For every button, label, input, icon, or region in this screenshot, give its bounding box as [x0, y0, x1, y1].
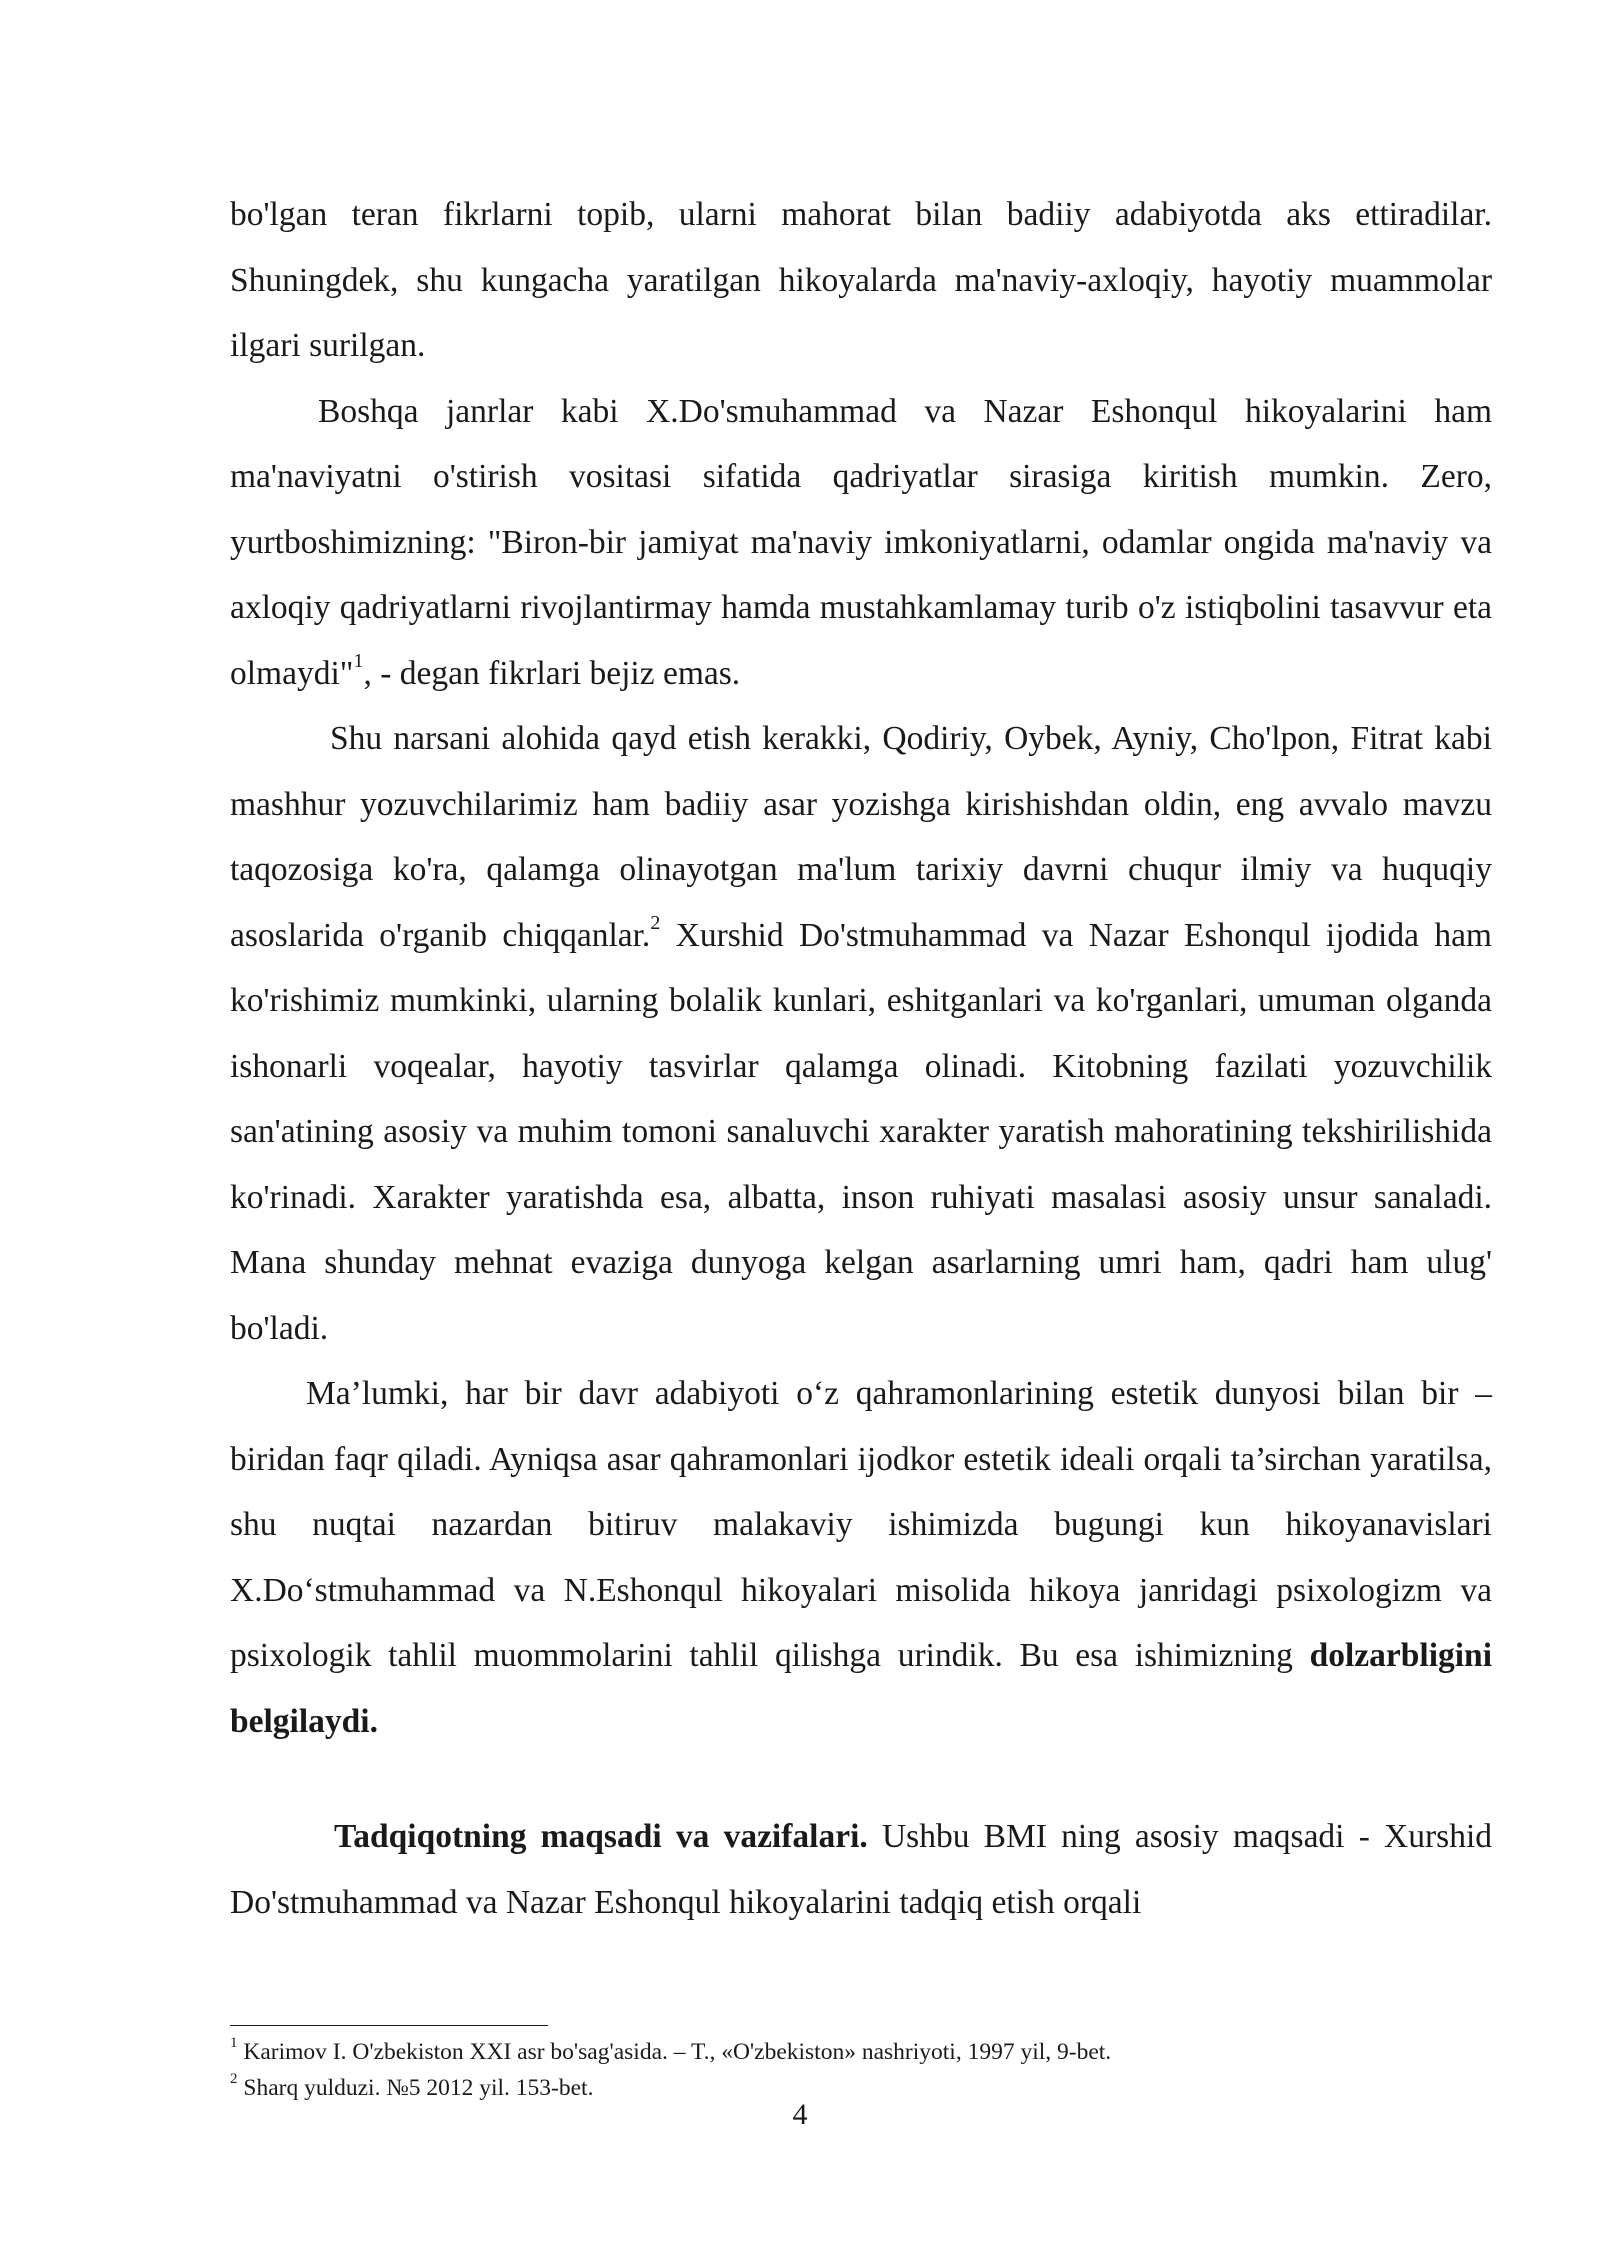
paragraph-2-text: Boshqa janrlar kabi X.Do'smuhammad va Nazar Eshonqul hikoyalarini ham ma'naviyatni o'stirish vositasi sifatida qadriyatlar sirasiga kiritish mumkin. Zero, yurtboshimizning: "Biron-bir jamiyat ma'naviy imkoniyatlarni, odamlar ongida ma'naviy va axloqiy qadriyatlarni rivojlantirmay hamda mustahkamlamay turib o'z istiqbolini tasavvur eta olmaydi" [230, 392, 1492, 692]
paragraph-4 [230, 1361, 1492, 1754]
section-heading-inline: Tadqiqotning maqsadi va vazifalari. [334, 1818, 868, 1855]
paragraph-3-text: Shu narsani alohida qayd etish kerakki, Qodiriy, Oybek, Ayniy, Cho'lpon, Fitrat kabi mashhur yozuvchilarimiz ham badiiy asar yozishga kirishishdan oldin, eng avvalo mavzu taqozosiga ko'ra, qalamga olinayotgan ma'lum tarixiy davrni chuqur ilmiy va huquqiy asoslarida o'rganib chiqqanlar. [230, 720, 1492, 954]
footnote-mark-1: 1 [230, 2035, 238, 2052]
page-number: 4 [792, 2098, 808, 2131]
paragraph-2 [230, 379, 1492, 707]
paragraph-5 [230, 1804, 1492, 1935]
paragraph-5-text: Ushbu BMI ning asosiy maqsadi - Xurshid Do'stmuhammad va Nazar Eshonqul hikoyalarini tadqiq etish orqali [230, 1818, 1492, 1921]
footnotes [230, 2034, 1492, 2106]
paragraph-4-bold: dolzarbligini belgilaydi. [230, 1637, 1492, 1740]
paragraph-gap [230, 1754, 1492, 1804]
footnote-text-1: Karimov I. O'zbekiston XXI asr bo'sag'asida. – T., «O'zbekiston» nashriyoti, 1997 yil, 9-bet. [237, 2039, 1112, 2065]
document-body [230, 182, 1492, 1935]
paragraph-2-tail: , - degan fikrlari bejiz emas. [363, 654, 741, 692]
paragraph-1 [230, 182, 1492, 379]
footnote-mark-2: 2 [230, 2071, 238, 2088]
paragraph-1-text: bo'lgan teran fikrlarni topib, ularni mahorat bilan badiiy adabiyotda aks ettiradilar. Shuningdek, shu kungacha yaratilgan hikoyalarda ma'naviy-axloqiy, hayotiy muammolar ilgari surilgan. [230, 196, 1492, 364]
footnote-ref-1[interactable]: 1 [353, 650, 364, 673]
footnote-separator [230, 2025, 548, 2026]
paragraph-3-tail: Xurshid Do'stmuhammad va Nazar Eshonqul ijodida ham ko'rishimiz mumkinki, ularning bolalik kunlari, eshitganlari va ko'rganlari, umuman olganda ishonarli voqealar, hayotiy tasvirlar qalamga olinadi. Kitobning fazilati yozuvchilik san'atining asosiy va muhim tomoni sanaluvchi xarakter yaratish mahoratining tekshirilishida ko'rinadi. Xarakter yaratishda esa, albatta, inson ruhiyati masalasi asosiy unsur sanaladi. Mana shunday mehnat evaziga dunyoga kelgan asarlarning umri ham, qadri ham ulug' bo'ladi. [230, 916, 1492, 1347]
footnote-ref-2[interactable]: 2 [650, 912, 661, 935]
footnote-text-2: Sharq yulduzi. №5 2012 yil. 153-bet. [237, 2075, 594, 2101]
footnote-1 [230, 2034, 1492, 2070]
paragraph-3 [230, 706, 1492, 1361]
paragraph-4-text: Ma’lumki, har bir davr adabiyoti o‘z qahramonlarining estetik dunyosi bilan bir – biridan faqr qiladi. Ayniqsa asar qahramonlari ijodkor estetik ideali orqali ta’sirchan yaratilsa, shu nuqtai nazardan bitiruv malakaviy ishimizda bugungi kun hikoyanavislari X.Do‘stmuhammad va N.Eshonqul hikoyalari misolida hikoya janridagi psixologizm va psixologik tahlil muommolarini tahlil qilishga urindik. Bu esa ishimizning [230, 1375, 1492, 1674]
